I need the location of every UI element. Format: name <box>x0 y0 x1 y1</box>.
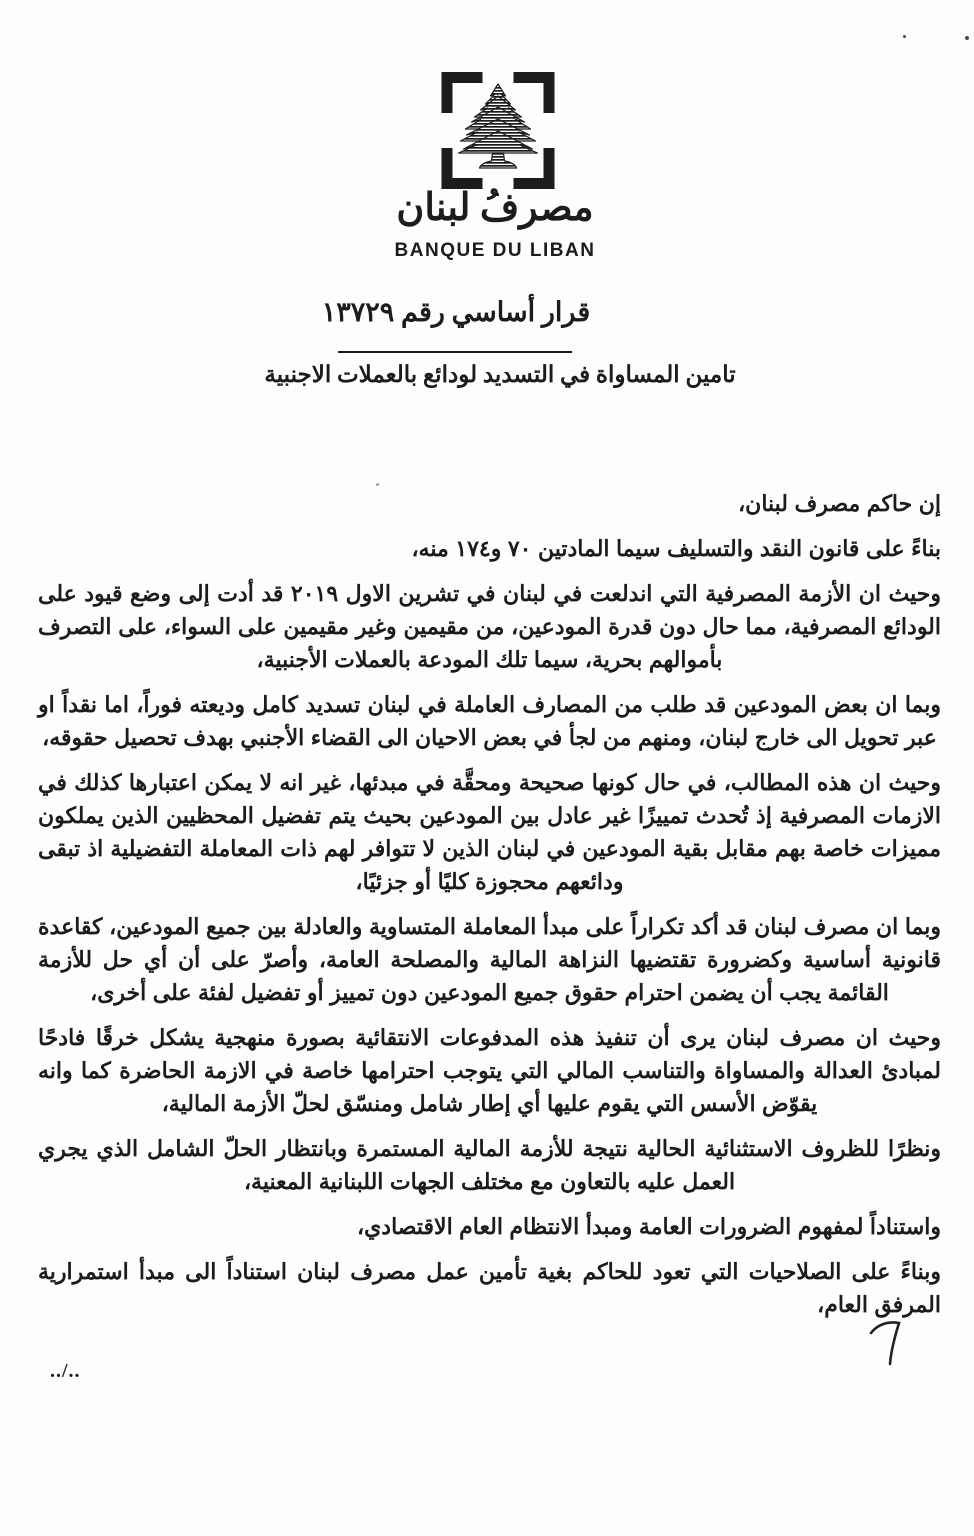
paragraph: واستناداً لمفهوم الضرورات العامة ومبدأ الانتظام العام الاقتصادي، <box>356 1214 941 1239</box>
bank-name-arabic: مصرفُ لبنان <box>396 187 594 229</box>
decision-number-title: قرار أساسي رقم ١٣٧٢٩ <box>321 297 591 327</box>
body-paragraphs <box>38 487 941 1333</box>
decision-subject-title: تامين المساواة في التسديد لودائع بالعملات الاجنبية <box>264 362 736 387</box>
banque-du-liban-logo <box>442 72 555 189</box>
paragraph: إن حاكم مصرف لبنان، <box>738 491 941 516</box>
paragraph: وحيث ان الأزمة المصرفية التي اندلعت في لبنان في تشرين الاول ٢٠١٩ قد أدت إلى وضع قيود على الودائع المصرفية، مما حال دون قدرة المودعين، من مقيمين وغير مقيمين على السواء، على التصرف بأموالهم بحرية، سيما تلك المودعة بالعملات الأجنبية، <box>38 581 941 672</box>
continuation-mark: ../.. <box>50 1360 81 1382</box>
title-underline <box>338 351 572 353</box>
cedar-in-frame-icon <box>442 72 555 189</box>
paragraph: وبما ان مصرف لبنان قد أكد تكراراً على مبدأ المعاملة المتساوية والعادلة بين جميع المودعين، كقاعدة قانونية أساسية وكضرورة تقتضيها النزاهة المالية والمصلحة العامة، وأصرّ على أن أي حل للأزمة القائمة يجب أن يضمن احترام حقوق جميع المودعين دون تمييز أو تفضيل لفئة على أخرى، <box>38 914 941 1005</box>
paragraph: بناءً على قانون النقد والتسليف سيما المادتين ٧٠ و١٧٤ منه، <box>411 536 941 561</box>
paragraph: وحيث ان مصرف لبنان يرى أن تنفيذ هذه المدفوعات الانتقائية بصورة منهجية يشكل خرقًا فادحًا لمبادئ العدالة والمساواة والتناسب المالي التي يتوجب احترامها خاصة في الازمة الحاضرة كما وانه يقوّض الأسس التي يقوم عليها أي إطار شامل ومنسّق لحلّ الأزمة المالية، <box>38 1025 941 1116</box>
paragraph: ونظرًا للظروف الاستثنائية الحالية نتيجة للأزمة المالية المستمرة وبانتظار الحلّ الشامل الذي يجري العمل عليه بالتعاون مع مختلف الجهات اللبنانية المعنية، <box>38 1136 941 1194</box>
paragraph: وبناءً على الصلاحيات التي تعود للحاكم بغية تأمين عمل مصرف لبنان استناداً الى مبدأ استمرارية المرفق العام، <box>38 1259 941 1317</box>
scan-speck <box>965 36 969 40</box>
scan-speck <box>903 35 906 38</box>
cedar-tree-icon <box>459 84 538 168</box>
bank-name-french: BANQUE DU LIBAN <box>394 240 596 261</box>
scan-speck <box>376 483 379 486</box>
paragraph: وبما ان بعض المودعين قد طلب من المصارف العاملة في لبنان تسديد كامل وديعته فوراً، اما نقداً او عبر تحويل الى خارج لبنان، ومنهم من لجأ في بعض الاحيان الى القضاء الأجنبي بهدف تحصيل حقوقه، <box>38 692 942 750</box>
paragraph: وحيث ان هذه المطالب، في حال كونها صحيحة ومحقَّة في مبدئها، غير انه لا يمكن اعتبارها كذلك في الازمات المصرفية إذ تُحدث تمييزًا غير عادل بين المودعين بحيث يتم تفضيل المحظيين الذين يملكون مميزات خاصة بهم مقابل بقية المودعين في لبنان الذين لا تتوافر لهم ذات المعاملة التفضيلية اذ تبقى ودائعهم محجوزة كليًا أو جزئيًا، <box>38 770 941 894</box>
handwritten-mark <box>868 1318 906 1370</box>
